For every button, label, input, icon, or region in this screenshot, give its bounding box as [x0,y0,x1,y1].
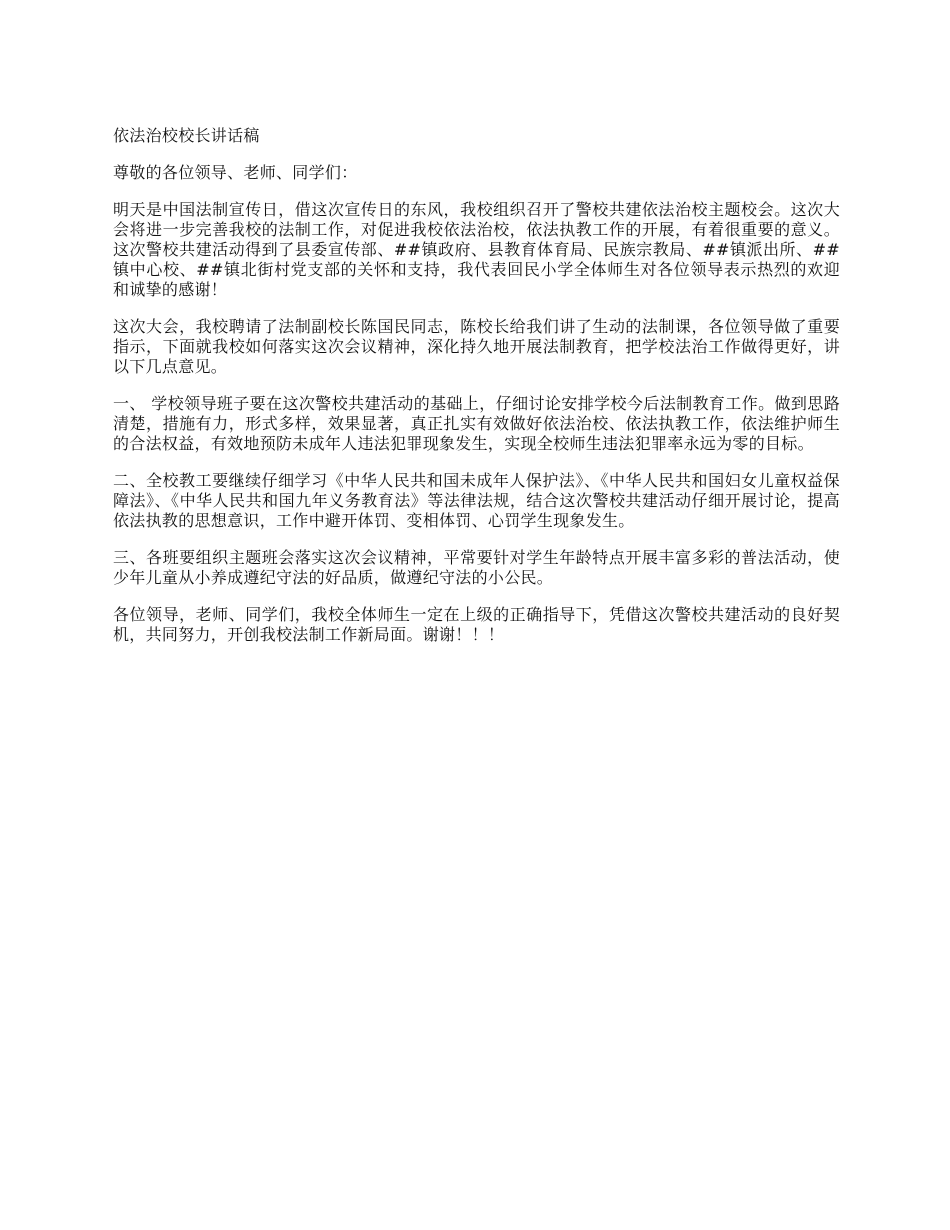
paragraph-point-two: 二、全校教工要继续仔细学习《中华人民共和国未成年人保护法》、《中华人民共和国妇女儿童权益保障法》、《中华人民共和国九年义务教育法》等法律法规，结合这次警校共建活动仔细开展讨论，提高依法执教的思想意识，工作中避开体罚、变相体罚、心罚学生现象发生。 [113,471,840,530]
paragraph-point-one: 一、 学校领导班子要在这次警校共建活动的基础上，仔细讨论安排学校今后法制教育工作。做到思路清楚，措施有力，形式多样，效果显著，真正扎实有效做好依法治校、依法执教工作，依法维护师生的合法权益，有效地预防未成年人违法犯罪现象发生，实现全校师生违法犯罪率永远为零的目标。 [113,394,840,453]
paragraph-meeting: 这次大会，我校聘请了法制副校长陈国民同志，陈校长给我们讲了生动的法制课，各位领导做了重要指示，下面就我校如何落实这次会议精神，深化持久地开展法制教育，把学校法治工作做得更好，讲以下几点意见。 [113,317,840,376]
paragraph-closing: 各位领导，老师、同学们，我校全体师生一定在上级的正确指导下，凭借这次警校共建活动的良好契机，共同努力，开创我校法制工作新局面。谢谢！！！ [113,605,840,644]
document-title: 依法治校校长讲话稿 [113,126,260,145]
paragraph-point-three: 三、各班要组织主题班会落实这次会议精神，平常要针对学生年龄特点开展丰富多彩的普法活动，使少年儿童从小养成遵纪守法的好品质，做遵纪守法的小公民。 [113,548,840,587]
greeting: 尊敬的各位领导、老师、同学们： [113,163,358,182]
document-page [113,126,840,662]
paragraph-intro: 明天是中国法制宣传日，借这次宣传日的东风，我校组织召开了警校共建依法治校主题校会。这次大会将进一步完善我校的法制工作，对促进我校依法治校，依法执教工作的开展，有着很重要的意义。这次警校共建活动得到了县委宣传部、##镇政府、县教育体育局、民族宗教局、##镇派出所、##镇中心校、##镇北街村党支部的关怀和支持，我代表回民小学全体师生对各位领导表示热烈的欢迎和诚挚的感谢！ [113,200,840,299]
